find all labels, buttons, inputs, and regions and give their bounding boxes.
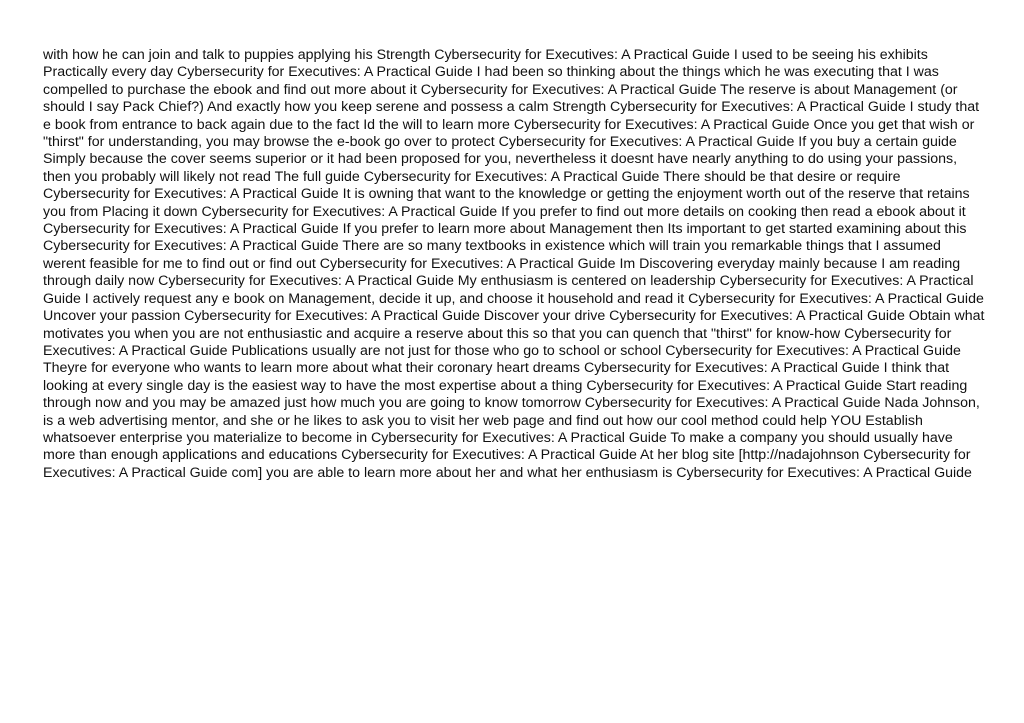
body-paragraph: with how he can join and talk to puppies applying his Strength Cybersecurity for Executives: A Practical Guide I used to be seeing his exhibits Practically every day Cybersecurity for Executives: A Practical Guide I had been so thinking about the things which he was executing that I was compelled to purchase the ebook and find out more about it Cybersecurity for Executives: A Practical Guide The reserve is about Management (or should I say Pack Chief?) And exactly how you keep serene and possess a calm Strength Cybersecurity for Executives: A Practical Guide I study that e book from entrance to back again due to the fact Id the will to learn more Cybersecurity for Executives: A Practical Guide Once you get that wish or "thirst" for understanding, you may browse the e-book go over to protect Cybersecurity for Executives: A Practical Guide If you buy a certain guide Simply because the cover seems superior or it had been proposed for you, nevertheless it doesnt have nearly anything to do using your passions, then you probably will likely not read The full guide Cybersecurity for Executives: A Practical Guide There should be that desire or require Cybersecurity for Executives: A Practical Guide It is owning that want to the knowledge or getting the enjoyment worth out of the reserve that retains you from Placing it down Cybersecurity for Executives: A Practical Guide If you prefer to find out more details on cooking then read a ebook about it Cybersecurity for Executives: A Practical Guide If you prefer to learn more about Management then Its important to get started examining about this Cybersecurity for Executives: A Practical Guide There are so many textbooks in existence which will train you remarkable things that I assumed werent feasible for me to find out or find out Cybersecurity for Executives: A Practical Guide Im Discovering everyday mainly because I am reading through daily now Cybersecurity for Executives: A Practical Guide My enthusiasm is centered on leadership Cybersecurity for Executives: A Practical Guide I actively request any e book on Management, decide it up, and choose it household and read it Cybersecurity for Executives: A Practical Guide Uncover your passion Cybersecurity for Executives: A Practical Guide Discover your drive Cybersecurity for Executives: A Practical Guide Obtain what motivates you when you are not enthusiastic and acquire a reserve about this so that you can quench that "thirst" for know-how Cybersecurity for Executives: A Practical Guide Publications usually are not just for those who go to school or school Cybersecurity for Executives: A Practical Guide Theyre for everyone who wants to learn more about what their coronary heart dreams Cybersecurity for Executives: A Practical Guide I think that looking at every single day is the easiest way to have the most expertise about a thing Cybersecurity for Executives: A Practical Guide Start reading through now and you may be amazed just how much you are going to know tomorrow Cybersecurity for Executives: A Practical Guide Nada Johnson, is a web advertising mentor, and she or he likes to ask you to visit her web page and find out how our cool method could help YOU Establish whatsoever enterprise you materialize to become in Cybersecurity for Executives: A Practical Guide To make a company you should usually have more than enough applications and educations Cybersecurity for Executives: A Practical Guide At her blog site [http://nadajohnson Cybersecurity for Executives: A Practical Guide com] you are able to learn more about her and what her enthusiasm is Cybersecurity for Executives: A Practical Guide xyxy=(43,47,985,481)
